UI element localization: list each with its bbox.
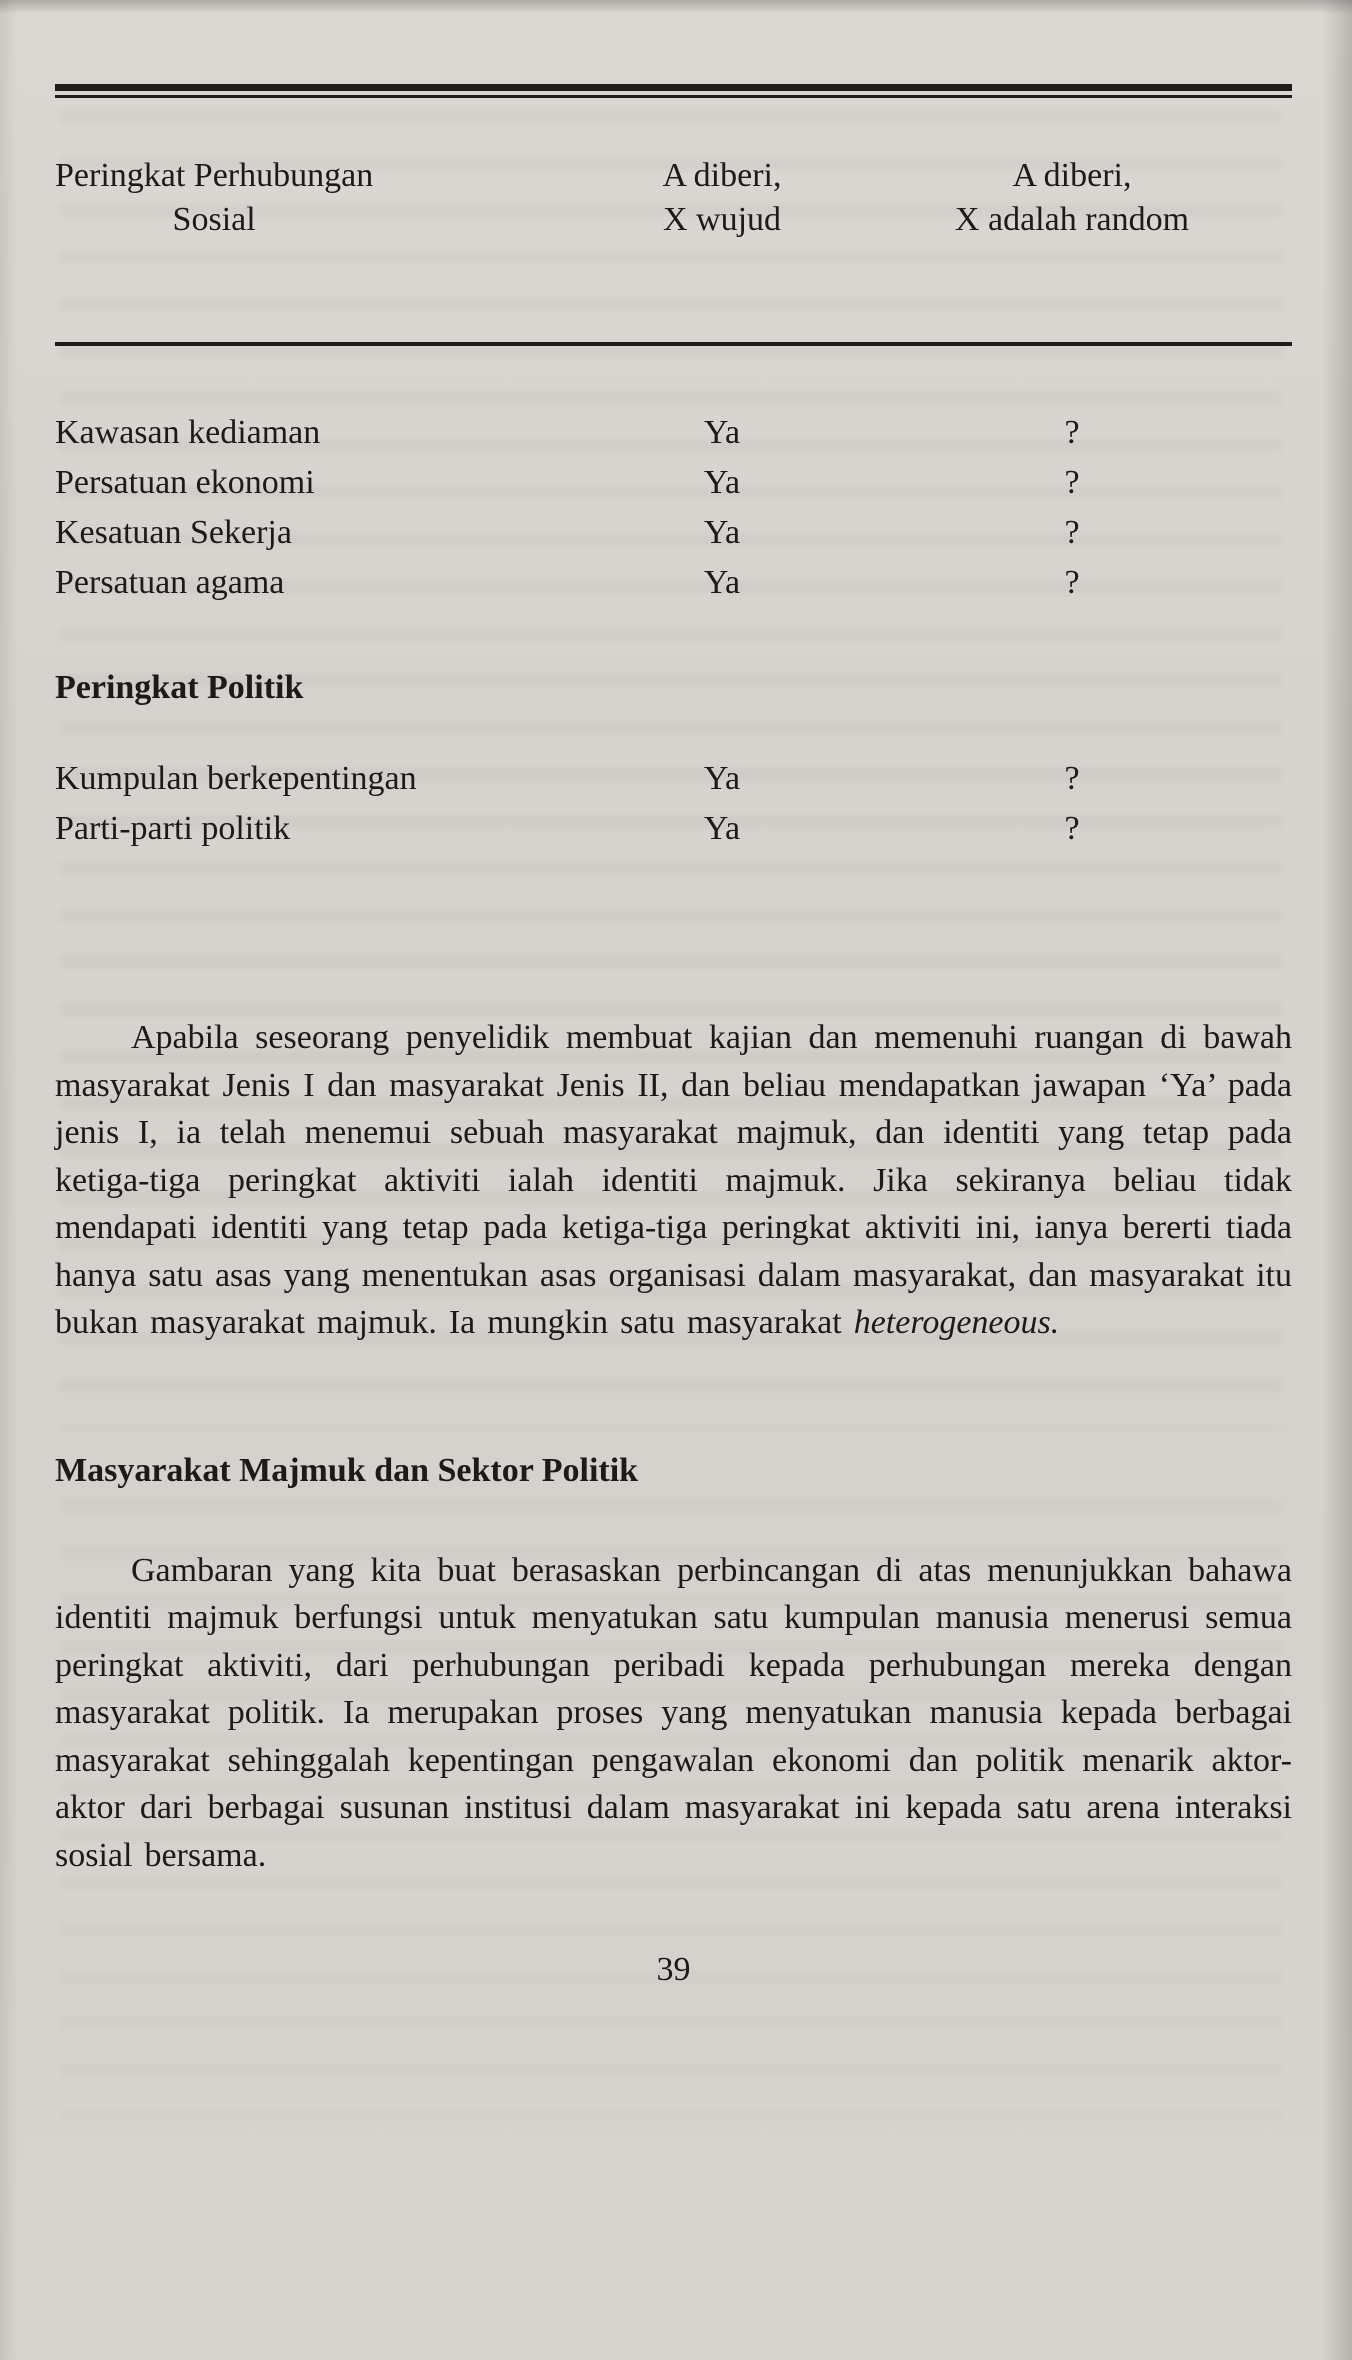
row-random: ?	[1064, 514, 1080, 551]
row-label: Persatuan ekonomi	[55, 464, 315, 501]
table-social-rows	[55, 408, 1292, 608]
row-given: Ya	[703, 810, 741, 847]
page-number: 39	[656, 1951, 691, 1988]
table-row	[55, 558, 1292, 608]
row-random: ?	[1064, 414, 1080, 451]
header-given-random	[852, 154, 1292, 242]
header-col2-line1: A diberi,	[662, 157, 782, 194]
table-header	[55, 154, 1292, 242]
table-row	[55, 804, 1292, 854]
table-politics-rows	[55, 754, 1292, 854]
table-row	[55, 408, 1292, 458]
section-heading-majmuk-politik: Masyarakat Majmuk dan Sektor Politik	[55, 1451, 639, 1489]
row-label: Kumpulan berkepentingan	[55, 760, 417, 797]
row-given: Ya	[703, 514, 741, 551]
row-random: ?	[1064, 464, 1080, 501]
header-col3-line1: A diberi,	[1012, 157, 1132, 194]
header-col2-line2: X wujud	[662, 201, 782, 238]
page-content	[55, 0, 1292, 1989]
row-given: Ya	[703, 464, 741, 501]
row-label: Kawasan kediaman	[55, 414, 321, 451]
italic-term: heterogeneous.	[853, 1304, 1060, 1341]
header-social-relations	[55, 154, 373, 242]
scan-edge-shadow-right	[1322, 0, 1352, 2360]
row-label: Parti-parti politik	[55, 810, 291, 847]
table-top-rule	[55, 84, 1292, 98]
row-random: ?	[1064, 810, 1080, 847]
header-social-line2: Sosial	[172, 201, 256, 238]
paragraph-discussion: Gambaran yang kita buat berasaskan perbincangan di atas menunjukkan bahawa identiti majmuk berfungsi untuk menyatukan satu kumpulan manusia menerusi semua peringkat aktiviti, dari perhubungan peribadi kepada perhubungan mereka dengan masyarakat politik. Ia merupakan proses yang menyatukan manusia kepada berbagai masyarakat sehinggalah kepentingan pengawalan ekonomi dan politik menarik aktor-aktor dari berbagai susunan institusi dalam masyarakat ini kepada satu arena interaksi sosial bersama.	[55, 1551, 1292, 1874]
row-random: ?	[1064, 564, 1080, 601]
row-label: Kesatuan Sekerja	[55, 514, 292, 551]
row-given: Ya	[703, 760, 741, 797]
row-given: Ya	[703, 564, 741, 601]
row-label: Persatuan agama	[55, 564, 285, 601]
table-row	[55, 754, 1292, 804]
paragraph-analysis	[55, 1014, 1292, 1347]
row-given: Ya	[703, 414, 741, 451]
row-random: ?	[1064, 760, 1080, 797]
header-col3-line2: X adalah random	[954, 201, 1190, 238]
header-given-exists	[592, 154, 852, 242]
table-row	[55, 458, 1292, 508]
paragraph-analysis-text: Apabila seseorang penyelidik membuat kajian dan memenuhi ruangan di bawah masyarakat Jenis I dan masyarakat Jenis II, dan beliau mendapatkan jawapan ‘Ya’ pada jenis I, ia telah menemui sebuah masyarakat majmuk, dan identiti yang tetap pada ketiga-tiga peringkat aktiviti ialah identiti majmuk. Jika sekiranya beliau tidak mendapati identiti yang tetap pada ketiga-tiga peringkat aktiviti ini, ianya bererti tiada hanya satu asas yang menentukan asas organisasi dalam masyarakat, dan masyarakat itu bukan masyarakat majmuk. Ia mungkin satu masyarakat	[55, 1019, 1292, 1341]
table-row	[55, 508, 1292, 558]
header-social-line1: Peringkat Perhubungan	[55, 157, 374, 194]
table-header-rule	[55, 342, 1292, 346]
scan-edge-shadow-left	[0, 0, 18, 2360]
politics-section-heading: Peringkat Politik	[55, 669, 304, 706]
